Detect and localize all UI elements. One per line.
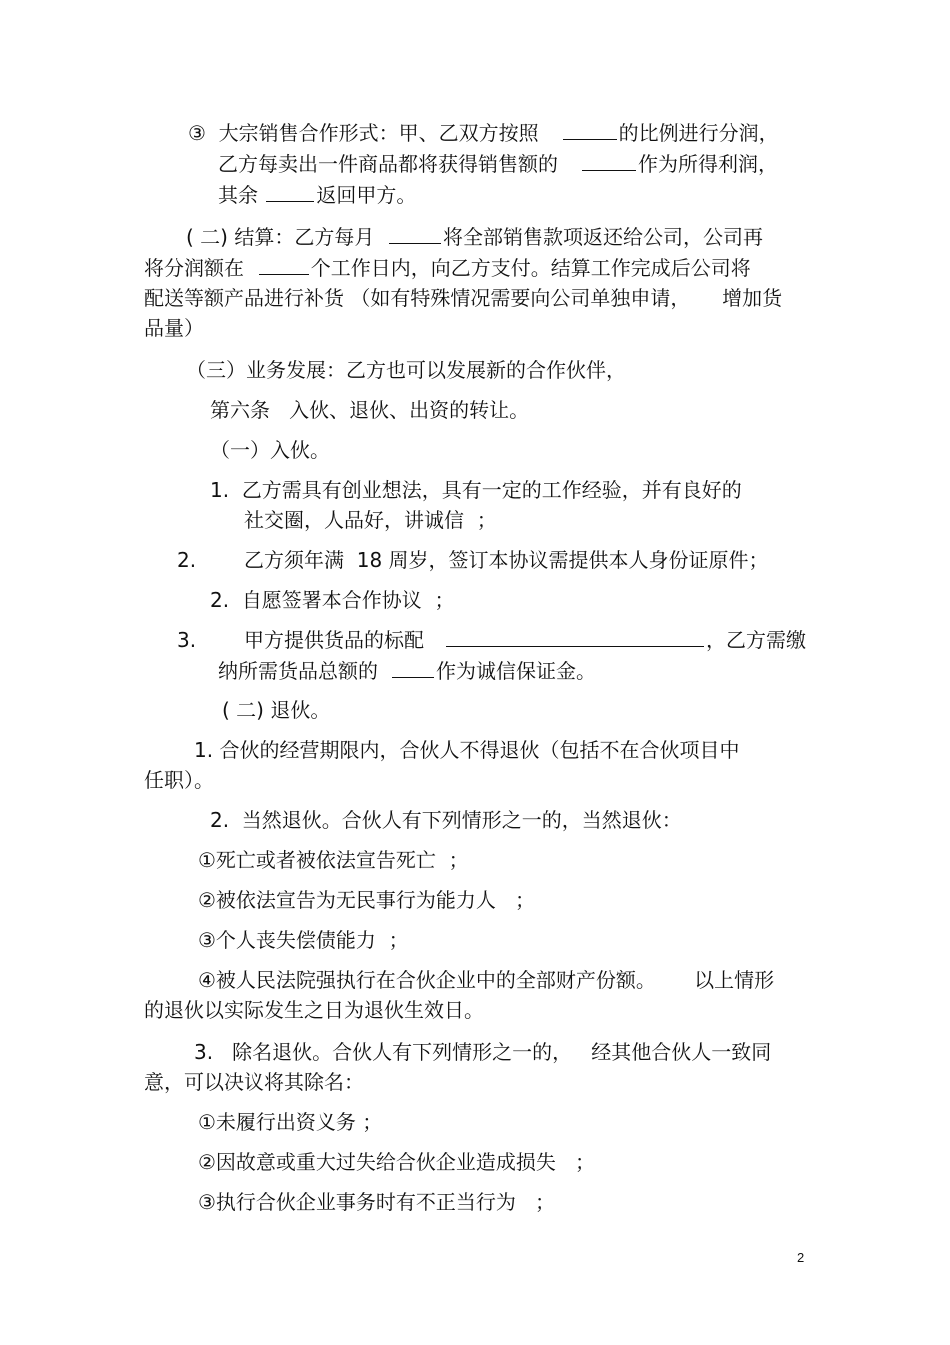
fill-in-blank <box>446 626 704 647</box>
withdraw-p2-line1: 2. 当然退伙。合伙人有下列情形之一的，当然退伙： <box>210 808 682 832</box>
expel-case-1: ①未履行出资义务 ； <box>198 1110 383 1134</box>
expel-case-2: ②因故意或重大过失给合伙企业造成损失 ； <box>198 1150 596 1174</box>
text-span: 乙方每卖出一件商品都将获得销售额的 <box>218 152 558 176</box>
withdraw-p1-line2: 任职）。 <box>144 768 214 792</box>
settlement-line1 <box>186 222 763 252</box>
text-span: 大宗销售合作形式：甲、乙双方按照 <box>218 121 539 145</box>
text-span: 纳所需货品总额的 <box>218 659 378 683</box>
withdraw-case-1: ①死亡或者被依法宣告死亡 ； <box>198 848 469 872</box>
article6-title: 第六条 入伙、退伙、出资的转让。 <box>210 398 530 422</box>
text-span: 自愿签署本合作协议 ； <box>241 588 455 612</box>
text-span: 作为所得利润， <box>638 152 778 176</box>
circled-number: ③ <box>188 121 206 145</box>
withdraw-heading: ( 二) 退伙。 <box>222 698 331 722</box>
withdraw-p1-line1: 1. 合伙的经营期限内，合伙人不得退伙（包括不在合伙项目中 <box>194 738 740 762</box>
fill-in-blank <box>266 181 314 202</box>
text-span: 乙方需具有创业想法，具有一定的工作经验，并有良好的 <box>241 478 742 502</box>
clause3-line2 <box>218 149 778 179</box>
clause3-line3 <box>218 180 416 210</box>
item-number: 1. <box>210 478 230 502</box>
join-heading: （一）入伙。 <box>210 438 330 462</box>
fill-in-blank <box>563 119 617 140</box>
text-span: 将分润额在 <box>144 256 244 280</box>
withdraw-case-3: ③个人丧失偿债能力 ； <box>198 928 409 952</box>
withdraw-case-2: ②被依法宣告为无民事行为能力人 ； <box>198 888 536 912</box>
settlement-line3: 配送等额产品进行补货 （如有特殊情况需要向公司单独申请， 增加货 <box>144 286 783 310</box>
join-item2-num: 2. <box>177 548 197 572</box>
text-span: 返回甲方。 <box>316 183 417 207</box>
withdraw-case-4-line1: ④被人民法院强执行在合伙企业中的全部财产份额。 以上情形 <box>198 968 775 992</box>
text-span: 其余 <box>218 183 258 207</box>
join-item4-num: 3. <box>177 628 197 652</box>
text-span: ，乙方需缴 <box>706 628 806 652</box>
fill-in-blank <box>582 150 636 171</box>
text-span: 甲方提供货品的标配 <box>244 628 424 652</box>
fill-in-blank <box>389 223 441 244</box>
settlement-line2 <box>144 253 751 283</box>
join-item2-text: 乙方须年满 18 周岁，签订本协议需提供本人身份证原件； <box>244 548 769 572</box>
withdraw-p3-line2: 意，可以决议将其除名： <box>144 1070 364 1094</box>
expel-case-3: ③执行合伙企业事务时有不正当行为 ； <box>198 1190 556 1214</box>
text-span: 的比例进行分润， <box>618 121 779 145</box>
business-line1: （三）业务发展：乙方也可以发展新的合作伙伴， <box>186 358 626 382</box>
text-span: 个工作日内，向乙方支付。结算工作完成后公司将 <box>310 256 751 280</box>
text-span: 将全部销售款项返还给公司，公司再 <box>443 225 764 249</box>
withdraw-p3-line1: 3. 除名退伙。合伙人有下列情形之一的， 经其他合伙人一致同 <box>194 1040 772 1064</box>
fill-in-blank <box>259 254 309 275</box>
item-number: 2. <box>210 588 230 612</box>
join-item3 <box>210 585 455 615</box>
join-item4-line1 <box>244 625 806 655</box>
withdraw-case-4-line2: 的退伙以实际发生之日为退伙生效日。 <box>144 998 484 1022</box>
text-span: ( 二) 结算：乙方每月 <box>186 225 375 249</box>
join-item4-line2 <box>218 656 596 686</box>
join-item1-line2: 社交圈，人品好，讲诚信 ； <box>244 508 497 532</box>
clause3-line1 <box>188 118 779 148</box>
settlement-line4: 品量） <box>144 316 204 340</box>
join-item1-line1 <box>210 475 742 505</box>
page-number: 2 <box>797 1250 805 1265</box>
text-span: 作为诚信保证金。 <box>436 659 596 683</box>
fill-in-blank <box>392 657 434 678</box>
